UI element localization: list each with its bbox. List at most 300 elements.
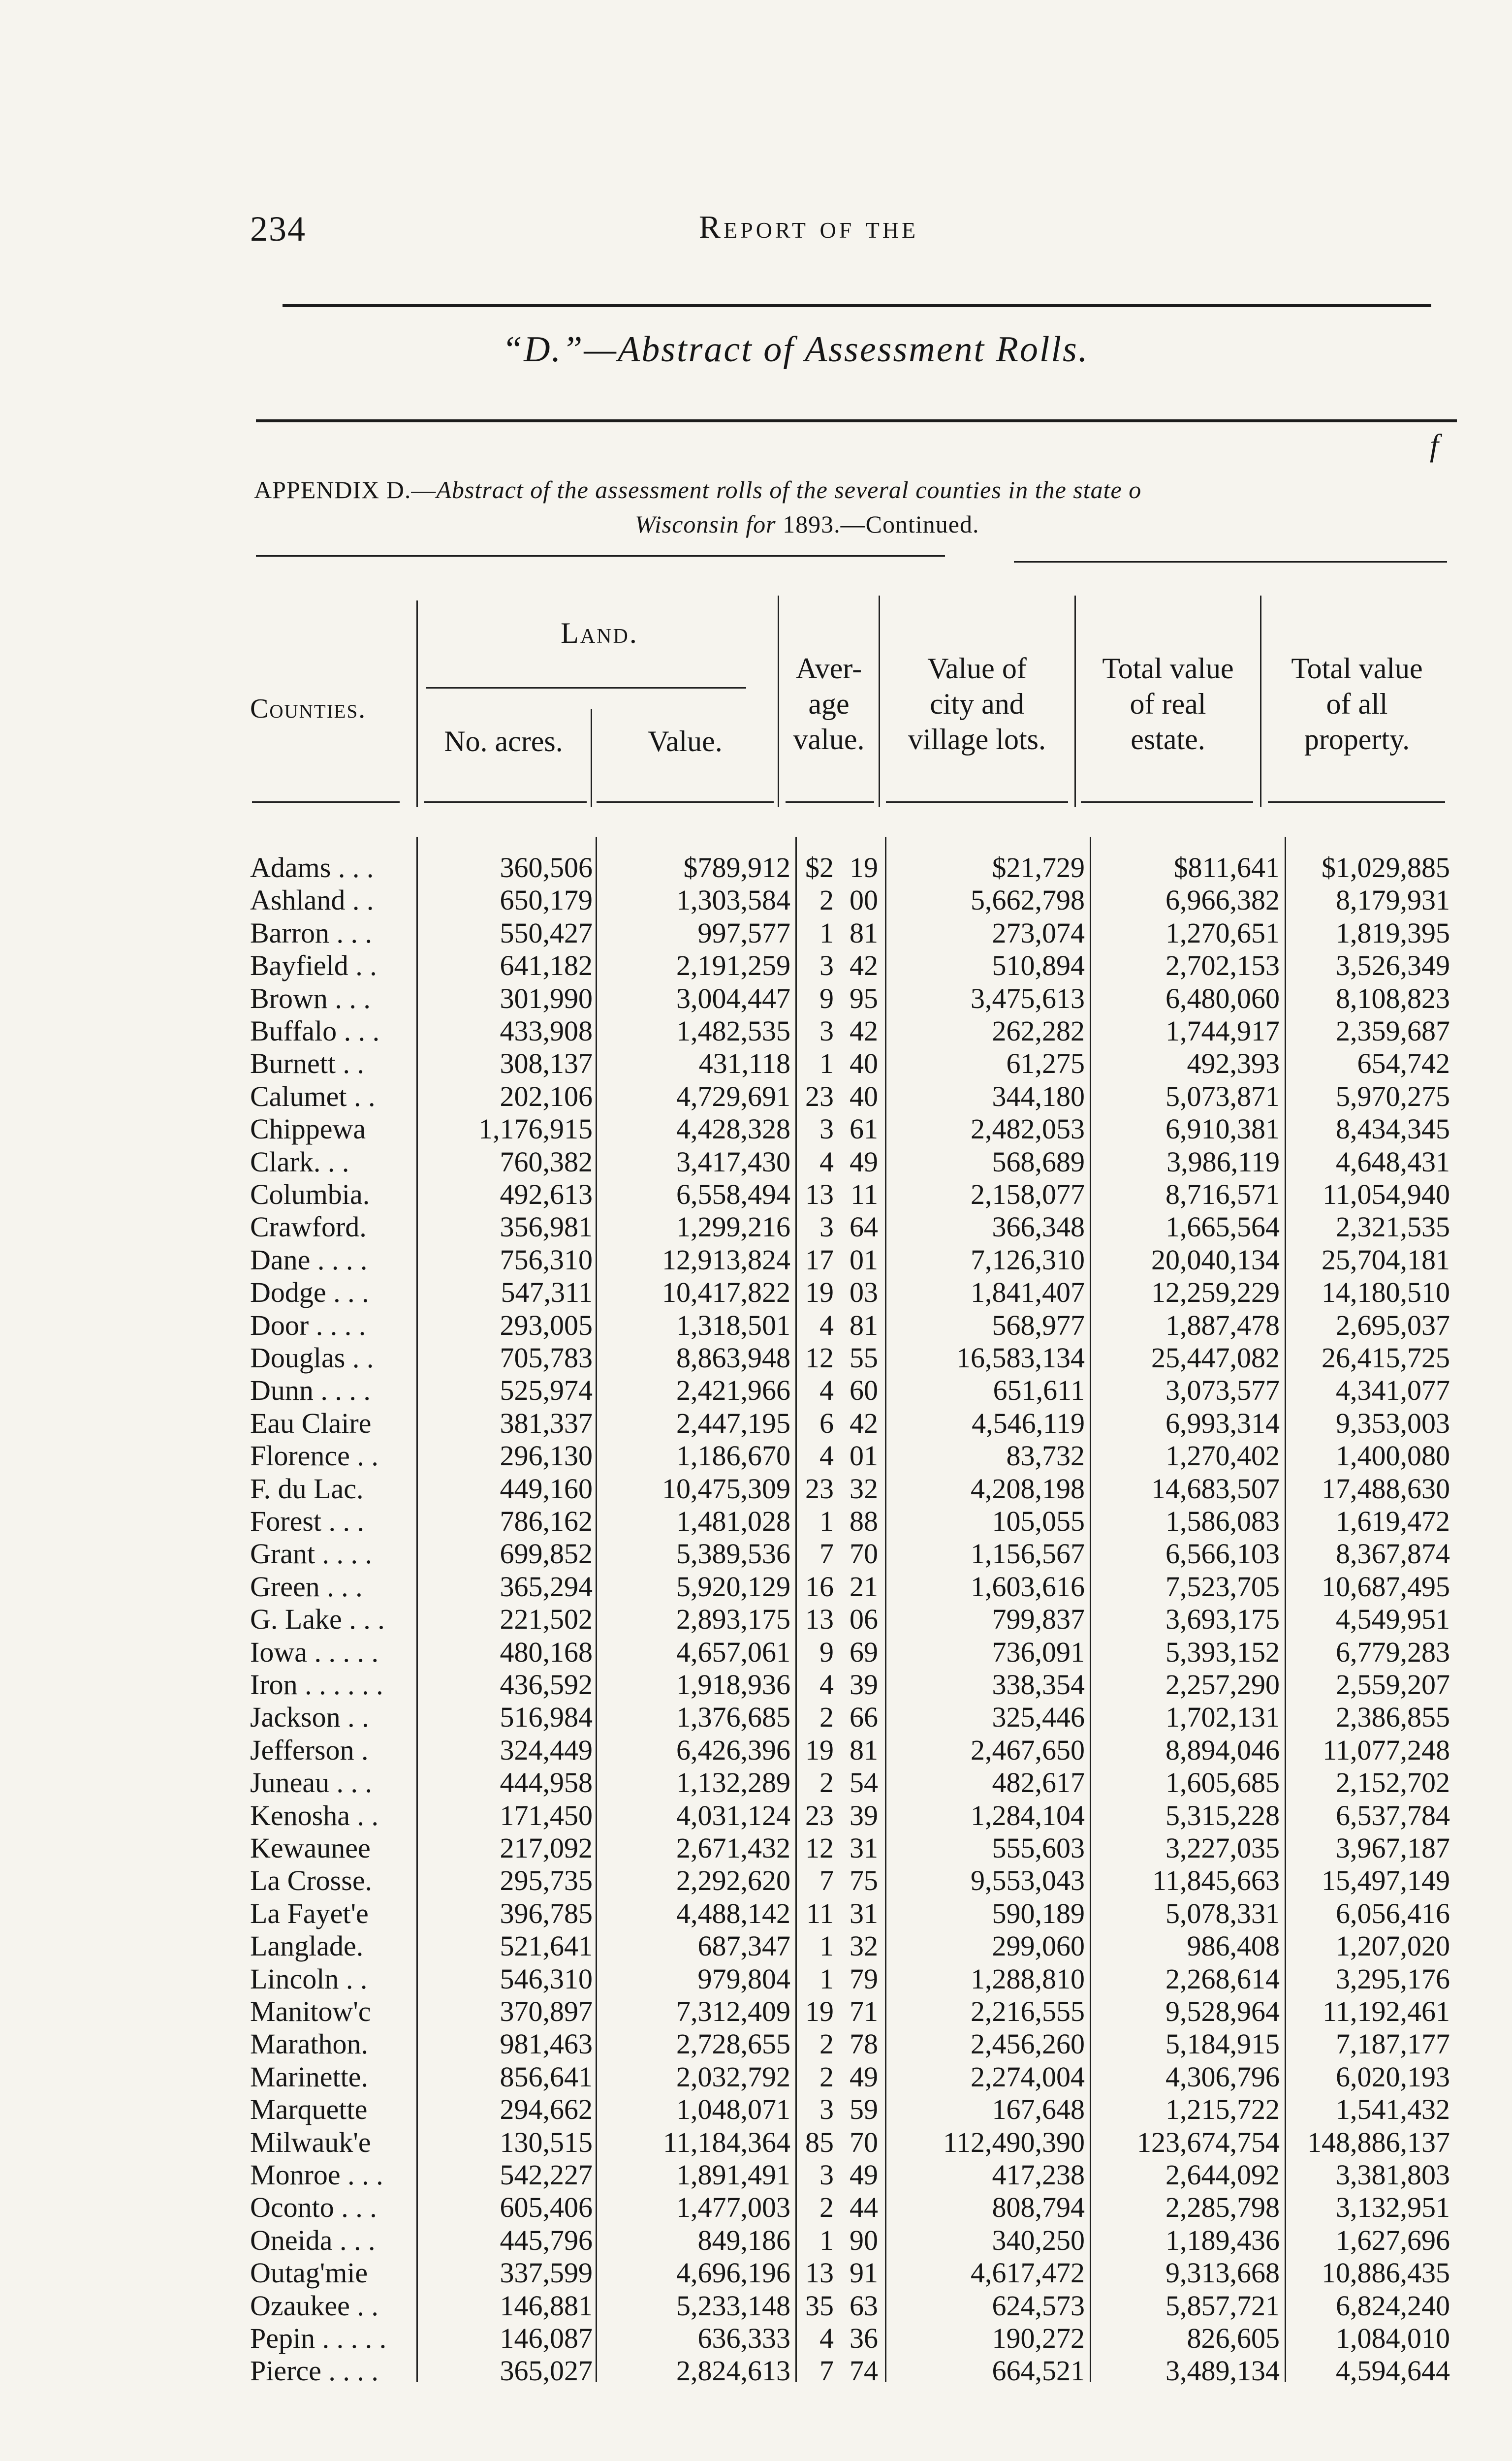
- table-row: [0, 1047, 1512, 1080]
- average-value-cents: 81: [850, 916, 878, 949]
- city-village-lots: 105,055: [992, 1505, 1085, 1537]
- no-acres: 521,641: [500, 1930, 593, 1962]
- total-property: 25,704,181: [1322, 1243, 1450, 1276]
- average-value-cents: 55: [850, 1342, 878, 1374]
- average-value-dollars: 19: [805, 1276, 834, 1309]
- total-real-estate: 3,227,035: [1166, 1832, 1280, 1864]
- county-name: La Crosse.: [250, 1864, 373, 1897]
- total-property: 6,537,784: [1336, 1799, 1450, 1831]
- city-village-lots: 167,648: [992, 2093, 1085, 2126]
- total-property: 10,886,435: [1322, 2257, 1450, 2289]
- county-name: Pepin . . . . .: [250, 2322, 387, 2354]
- total-property: 3,132,951: [1336, 2191, 1450, 2224]
- average-value-dollars: 3: [819, 949, 834, 982]
- no-acres: 705,783: [500, 1342, 593, 1374]
- table-row: [0, 2061, 1512, 2093]
- average-value-cents: 70: [850, 2126, 878, 2158]
- land-value: 4,696,196: [676, 2257, 790, 2289]
- total-real-estate: 123,674,754: [1137, 2126, 1280, 2158]
- total-real-estate: 7,523,705: [1166, 1570, 1280, 1603]
- land-value: 10,475,309: [662, 1472, 790, 1505]
- land-value: 2,671,432: [676, 1832, 790, 1864]
- total-real-estate: 492,393: [1187, 1047, 1280, 1080]
- no-acres: 605,406: [500, 2191, 593, 2224]
- city-village-lots: 61,275: [1006, 1047, 1085, 1080]
- city-village-lots: 651,611: [993, 1374, 1085, 1407]
- county-name: Outag'mie: [250, 2257, 368, 2289]
- county-name: Jefferson .: [250, 1734, 369, 1766]
- stray-mark: f: [1430, 428, 1439, 463]
- no-acres: 365,294: [500, 1570, 593, 1603]
- land-value: $789,912: [683, 852, 790, 883]
- city-village-lots: 2,274,004: [971, 2060, 1085, 2093]
- average-value-cents: 00: [850, 884, 878, 916]
- total-property: 654,742: [1357, 1047, 1450, 1080]
- average-value-dollars: 4: [819, 1145, 834, 1178]
- city-village-lots: 2,482,053: [971, 1113, 1085, 1145]
- no-acres: 444,958: [500, 1767, 593, 1799]
- city-village-lots: 1,156,567: [971, 1538, 1085, 1570]
- no-acres: 546,310: [500, 1962, 593, 1995]
- total-real-estate: 5,078,331: [1166, 1897, 1280, 1929]
- total-property: 6,056,416: [1336, 1897, 1450, 1929]
- section-title: “D.”—Abstract of Assessment Rolls.: [502, 329, 1089, 370]
- county-name: Brown . . .: [250, 982, 371, 1014]
- land-value: 1,482,535: [676, 1015, 790, 1047]
- county-name: Ozaukee . .: [250, 2289, 378, 2322]
- city-village-lots: 366,348: [992, 1211, 1085, 1243]
- no-acres: 756,310: [500, 1243, 593, 1276]
- table-row: [0, 2159, 1512, 2191]
- no-acres: 360,506: [500, 852, 593, 883]
- table-row: [0, 1701, 1512, 1734]
- table-row: [0, 2191, 1512, 2224]
- average-value-dollars: 3: [819, 1211, 834, 1243]
- county-name: Barron . . .: [250, 916, 373, 949]
- average-value-dollars: 4: [819, 1374, 834, 1407]
- no-acres: 542,227: [500, 2159, 593, 2191]
- caption-italic-1: Abstract of the assessment rolls of the several counties in the state o: [436, 476, 1142, 504]
- table-row: [0, 1963, 1512, 1995]
- table-row: [0, 1799, 1512, 1832]
- average-value-cents: 90: [850, 2224, 878, 2256]
- average-value-cents: 32: [850, 1930, 878, 1962]
- table-row: [0, 1897, 1512, 1930]
- county-name: Crawford.: [250, 1211, 367, 1243]
- table-row: [0, 1146, 1512, 1178]
- land-value: 5,233,148: [676, 2289, 790, 2322]
- table-row: [0, 2028, 1512, 2060]
- average-value-cents: 31: [850, 1897, 878, 1929]
- no-acres: 293,005: [500, 1309, 593, 1341]
- city-village-lots: 2,456,260: [971, 2028, 1085, 2060]
- average-value-dollars: 1: [819, 1505, 834, 1537]
- header-value: Value.: [648, 725, 723, 757]
- no-acres: 480,168: [500, 1636, 593, 1668]
- table-row: [0, 1309, 1512, 1342]
- total-property: 4,648,431: [1336, 1145, 1450, 1178]
- city-village-lots: 2,216,555: [971, 1995, 1085, 2027]
- total-real-estate: 1,887,478: [1166, 1309, 1280, 1341]
- total-property: 1,084,010: [1336, 2322, 1450, 2354]
- county-name: Jackson . .: [250, 1701, 369, 1734]
- total-real-estate: $811,641: [1173, 852, 1280, 883]
- city-village-lots: 808,794: [992, 2191, 1085, 2224]
- average-value-dollars: 7: [819, 1538, 834, 1570]
- average-value-cents: 95: [850, 982, 878, 1014]
- land-value: 3,004,447: [676, 982, 790, 1014]
- table-row: [0, 1440, 1512, 1472]
- city-village-lots: 799,837: [992, 1603, 1085, 1636]
- county-name: Green . . .: [250, 1570, 363, 1603]
- county-name: Bayfield . .: [250, 949, 377, 982]
- total-real-estate: 6,566,103: [1166, 1538, 1280, 1570]
- total-real-estate: 5,393,152: [1166, 1636, 1280, 1668]
- no-acres: 981,463: [500, 2028, 593, 2060]
- table-row: [0, 2290, 1512, 2322]
- total-real-estate: 25,447,082: [1151, 1342, 1280, 1374]
- county-name: Pierce . . . .: [250, 2355, 378, 2387]
- average-value-cents: 01: [850, 1243, 878, 1276]
- table-row: [0, 1178, 1512, 1211]
- county-name: Columbia.: [250, 1178, 370, 1210]
- city-village-lots: 4,546,119: [972, 1407, 1085, 1439]
- city-village-lots: 1,841,407: [971, 1276, 1085, 1309]
- total-property: 4,594,644: [1336, 2355, 1450, 2387]
- no-acres: 296,130: [500, 1440, 593, 1472]
- average-value-dollars: 35: [805, 2289, 834, 2322]
- land-value: 4,729,691: [676, 1080, 790, 1112]
- no-acres: 445,796: [500, 2224, 593, 2256]
- average-value-cents: 36: [850, 2322, 878, 2354]
- no-acres: 650,179: [500, 884, 593, 916]
- total-property: 2,359,687: [1336, 1015, 1450, 1047]
- average-value-dollars: 4: [819, 2322, 834, 2354]
- average-value-cents: 49: [850, 2159, 878, 2191]
- total-real-estate: 5,184,915: [1166, 2028, 1280, 2060]
- average-value-cents: 39: [850, 1669, 878, 1701]
- total-property: 1,207,020: [1336, 1930, 1450, 1962]
- land-value: 4,031,124: [676, 1799, 790, 1831]
- table-row: [0, 1930, 1512, 1962]
- land-value: 1,891,491: [676, 2159, 790, 2191]
- average-value-dollars: 1: [819, 1047, 834, 1080]
- no-acres: 856,641: [500, 2060, 593, 2093]
- land-value: 5,920,129: [676, 1570, 790, 1603]
- city-village-lots: 590,189: [992, 1897, 1085, 1929]
- city-village-lots: 417,238: [992, 2159, 1085, 2191]
- no-acres: 449,160: [500, 1472, 593, 1505]
- table-row: [0, 1995, 1512, 2028]
- land-value: 2,728,655: [676, 2028, 790, 2060]
- total-property: 4,341,077: [1336, 1374, 1450, 1407]
- land-value: 4,657,061: [676, 1636, 790, 1668]
- average-value-cents: 44: [850, 2191, 878, 2224]
- no-acres: 516,984: [500, 1701, 593, 1734]
- average-value-cents: 21: [850, 1570, 878, 1603]
- total-property: 8,179,931: [1336, 884, 1450, 916]
- no-acres: 217,092: [500, 1832, 593, 1864]
- land-value: 1,318,501: [676, 1309, 790, 1341]
- average-value-dollars: 4: [819, 1440, 834, 1472]
- city-village-lots: 338,354: [992, 1669, 1085, 1701]
- county-name: Juneau . . .: [250, 1767, 373, 1799]
- land-value: 3,417,430: [676, 1145, 790, 1178]
- total-property: 10,687,495: [1322, 1570, 1450, 1603]
- no-acres: 760,382: [500, 1145, 593, 1178]
- total-property: 1,400,080: [1336, 1440, 1450, 1472]
- average-value-cents: 78: [850, 2028, 878, 2060]
- average-value-dollars: 1: [819, 1930, 834, 1962]
- average-value-cents: 91: [850, 2257, 878, 2289]
- county-name: Adams . . .: [250, 852, 374, 883]
- land-value: 8,863,948: [676, 1342, 790, 1374]
- total-real-estate: 1,665,564: [1166, 1211, 1280, 1243]
- county-name: Florence . .: [250, 1440, 378, 1472]
- total-real-estate: 2,644,092: [1166, 2159, 1280, 2191]
- land-value: 2,191,259: [676, 949, 790, 982]
- table-row: [0, 1211, 1512, 1243]
- total-real-estate: 6,966,382: [1166, 884, 1280, 916]
- table-row: [0, 949, 1512, 982]
- land-value: 431,118: [698, 1047, 790, 1080]
- county-name: Iron . . . . . .: [250, 1669, 383, 1701]
- no-acres: 295,735: [500, 1864, 593, 1897]
- total-property: 6,020,193: [1336, 2060, 1450, 2093]
- total-property: 2,695,037: [1336, 1309, 1450, 1341]
- county-name: Door . . . .: [250, 1309, 366, 1341]
- total-real-estate: 6,480,060: [1166, 982, 1280, 1014]
- average-value-cents: 32: [850, 1472, 878, 1505]
- average-value-dollars: 3: [819, 1113, 834, 1145]
- table-row: [0, 1571, 1512, 1603]
- average-value-dollars: 2: [819, 2028, 834, 2060]
- county-name: Lincoln . .: [250, 1962, 368, 1995]
- total-property: 5,970,275: [1336, 1080, 1450, 1112]
- total-property: 8,108,823: [1336, 982, 1450, 1014]
- county-name: Clark. . .: [250, 1145, 349, 1178]
- header-total-real-estate: Total value of real estate.: [1102, 652, 1234, 756]
- county-name: Marquette: [250, 2093, 368, 2126]
- total-real-estate: 3,986,119: [1166, 1145, 1280, 1178]
- city-village-lots: 299,060: [992, 1930, 1085, 1962]
- total-real-estate: 11,845,663: [1152, 1864, 1280, 1897]
- no-acres: 492,613: [500, 1178, 593, 1210]
- total-property: 8,367,874: [1336, 1538, 1450, 1570]
- land-value: 687,347: [697, 1930, 790, 1962]
- total-real-estate: 826,605: [1187, 2322, 1280, 2354]
- table-row: [0, 1080, 1512, 1113]
- caption-rule-right: [1014, 561, 1447, 563]
- average-value-dollars: 7: [819, 2355, 834, 2387]
- land-value: 2,421,966: [676, 1374, 790, 1407]
- total-property: 148,886,137: [1307, 2126, 1450, 2158]
- total-real-estate: 8,894,046: [1166, 1734, 1280, 1766]
- county-name: Monroe . . .: [250, 2159, 383, 2191]
- total-property: 26,415,725: [1322, 1342, 1450, 1374]
- average-value-cents: 61: [850, 1113, 878, 1145]
- total-real-estate: 2,257,290: [1166, 1669, 1280, 1701]
- total-property: 1,819,395: [1336, 916, 1450, 949]
- county-name: Langlade.: [250, 1930, 364, 1962]
- city-village-lots: 5,662,798: [971, 884, 1085, 916]
- city-village-lots: 273,074: [992, 916, 1085, 949]
- average-value-cents: 60: [850, 1374, 878, 1407]
- total-property: 11,077,248: [1323, 1734, 1450, 1766]
- no-acres: 365,027: [500, 2355, 593, 2387]
- no-acres: 324,449: [500, 1734, 593, 1766]
- county-name: G. Lake . . .: [250, 1603, 385, 1636]
- no-acres: 356,981: [500, 1211, 593, 1243]
- average-value-cents: 69: [850, 1636, 878, 1668]
- city-village-lots: 664,521: [992, 2355, 1085, 2387]
- total-property: 3,295,176: [1336, 1962, 1450, 1995]
- land-value: 1,132,289: [676, 1767, 790, 1799]
- header-no-acres: No. acres.: [444, 725, 563, 757]
- county-name: Calumet . .: [250, 1080, 376, 1112]
- total-real-estate: 5,073,871: [1166, 1080, 1280, 1112]
- no-acres: 396,785: [500, 1897, 593, 1929]
- no-acres: 433,908: [500, 1015, 593, 1047]
- no-acres: 146,087: [500, 2322, 593, 2354]
- total-real-estate: 1,605,685: [1166, 1767, 1280, 1799]
- land-value: 10,417,822: [662, 1276, 790, 1309]
- caption-lead: APPENDIX D.—: [254, 476, 437, 504]
- table-row: [0, 1113, 1512, 1145]
- table-row: [0, 1342, 1512, 1374]
- average-value-cents: 39: [850, 1799, 878, 1831]
- table-row: [0, 1669, 1512, 1701]
- table-row: [0, 1734, 1512, 1767]
- table-row: [0, 2257, 1512, 2289]
- total-real-estate: 1,189,436: [1166, 2224, 1280, 2256]
- average-value-dollars: 13: [805, 1178, 834, 1210]
- table-row: [0, 1244, 1512, 1276]
- total-real-estate: 5,315,228: [1166, 1799, 1280, 1831]
- county-name: Eau Claire: [250, 1407, 372, 1439]
- land-value: 1,477,003: [676, 2191, 790, 2224]
- city-village-lots: 482,617: [992, 1767, 1085, 1799]
- average-value-dollars: 13: [805, 2257, 834, 2289]
- header-counties: Counties.: [250, 694, 367, 724]
- county-name: Oneida . . .: [250, 2224, 376, 2256]
- city-village-lots: 568,977: [992, 1309, 1085, 1341]
- county-name: Iowa . . . . .: [250, 1636, 378, 1668]
- table-row: [0, 2093, 1512, 2126]
- county-name: Buffalo . . .: [250, 1015, 380, 1047]
- average-value-cents: 74: [850, 2355, 878, 2387]
- total-real-estate: 1,215,722: [1166, 2093, 1280, 2126]
- average-value-cents: 01: [850, 1440, 878, 1472]
- land-value: 979,804: [697, 1962, 790, 1995]
- average-value-cents: 40: [850, 1080, 878, 1112]
- average-value-cents: 81: [850, 1734, 878, 1766]
- average-value-dollars: 12: [805, 1342, 834, 1374]
- total-real-estate: 1,270,402: [1166, 1440, 1280, 1472]
- table-row: [0, 1538, 1512, 1570]
- no-acres: 130,515: [500, 2126, 593, 2158]
- total-real-estate: 2,702,153: [1166, 949, 1280, 982]
- average-value-cents: 64: [850, 1211, 878, 1243]
- average-value-cents: 49: [850, 2060, 878, 2093]
- no-acres: 381,337: [500, 1407, 593, 1439]
- total-real-estate: 4,306,796: [1166, 2060, 1280, 2093]
- total-real-estate: 3,489,134: [1166, 2355, 1280, 2387]
- table-row: [0, 884, 1512, 916]
- average-value-dollars: 9: [819, 1636, 834, 1668]
- land-value: 2,447,195: [676, 1407, 790, 1439]
- total-real-estate: 3,693,175: [1166, 1603, 1280, 1636]
- city-village-lots: 736,091: [992, 1636, 1085, 1668]
- average-value-cents: 49: [850, 1145, 878, 1178]
- city-village-lots: 555,603: [992, 1832, 1085, 1864]
- land-value: 2,292,620: [676, 1864, 790, 1897]
- table-row: [0, 1767, 1512, 1799]
- average-value-cents: 19: [850, 852, 878, 883]
- total-property: 14,180,510: [1322, 1276, 1450, 1309]
- table-row: [0, 2224, 1512, 2257]
- caption-rule-left: [256, 555, 945, 557]
- total-property: $1,029,885: [1322, 852, 1450, 883]
- total-real-estate: 9,313,668: [1166, 2257, 1280, 2289]
- city-village-lots: 2,158,077: [971, 1178, 1085, 1210]
- total-real-estate: 986,408: [1187, 1930, 1280, 1962]
- city-village-lots: 325,446: [992, 1701, 1085, 1734]
- county-name: Marathon.: [250, 2028, 368, 2060]
- total-property: 2,152,702: [1336, 1767, 1450, 1799]
- total-real-estate: 9,528,964: [1166, 1995, 1280, 2027]
- total-property: 17,488,630: [1322, 1472, 1450, 1505]
- land-value: 1,481,028: [676, 1505, 790, 1537]
- no-acres: 171,450: [500, 1799, 593, 1831]
- county-name: Dunn . . . .: [250, 1374, 371, 1407]
- no-acres: 202,106: [500, 1080, 593, 1112]
- county-name: Forest . . .: [250, 1505, 364, 1537]
- header-total-property: Total value of all property.: [1291, 652, 1423, 756]
- land-value: 2,893,175: [676, 1603, 790, 1636]
- table-row: [0, 917, 1512, 949]
- land-value: 11,184,364: [663, 2126, 790, 2158]
- total-property: 1,619,472: [1336, 1505, 1450, 1537]
- table-row: [0, 982, 1512, 1015]
- average-value-dollars: 19: [805, 1734, 834, 1766]
- average-value-cents: 70: [850, 1538, 878, 1570]
- no-acres: 308,137: [500, 1047, 593, 1080]
- average-value-cents: 63: [850, 2289, 878, 2322]
- county-name: Dane . . . .: [250, 1243, 368, 1276]
- county-name: Ashland . .: [250, 884, 374, 916]
- city-village-lots: 568,689: [992, 1145, 1085, 1178]
- total-real-estate: 20,040,134: [1151, 1243, 1280, 1276]
- table-row: [0, 2355, 1512, 2387]
- average-value-dollars: 9: [819, 982, 834, 1014]
- land-value: 2,824,613: [676, 2355, 790, 2387]
- average-value-cents: 11: [850, 1178, 878, 1210]
- total-property: 2,559,207: [1336, 1669, 1450, 1701]
- county-name: Marinette.: [250, 2060, 368, 2093]
- land-value: 1,048,071: [676, 2093, 790, 2126]
- total-real-estate: 8,716,571: [1166, 1178, 1280, 1210]
- city-village-lots: 1,288,810: [971, 1962, 1085, 1995]
- no-acres: 436,592: [500, 1669, 593, 1701]
- average-value-dollars: 3: [819, 2159, 834, 2191]
- average-value-cents: 42: [850, 1015, 878, 1047]
- average-value-cents: 40: [850, 1047, 878, 1080]
- average-value-dollars: 6: [819, 1407, 834, 1439]
- average-value-cents: 03: [850, 1276, 878, 1309]
- header-average-value: Aver- age value.: [793, 652, 865, 756]
- total-property: 1,541,432: [1336, 2093, 1450, 2126]
